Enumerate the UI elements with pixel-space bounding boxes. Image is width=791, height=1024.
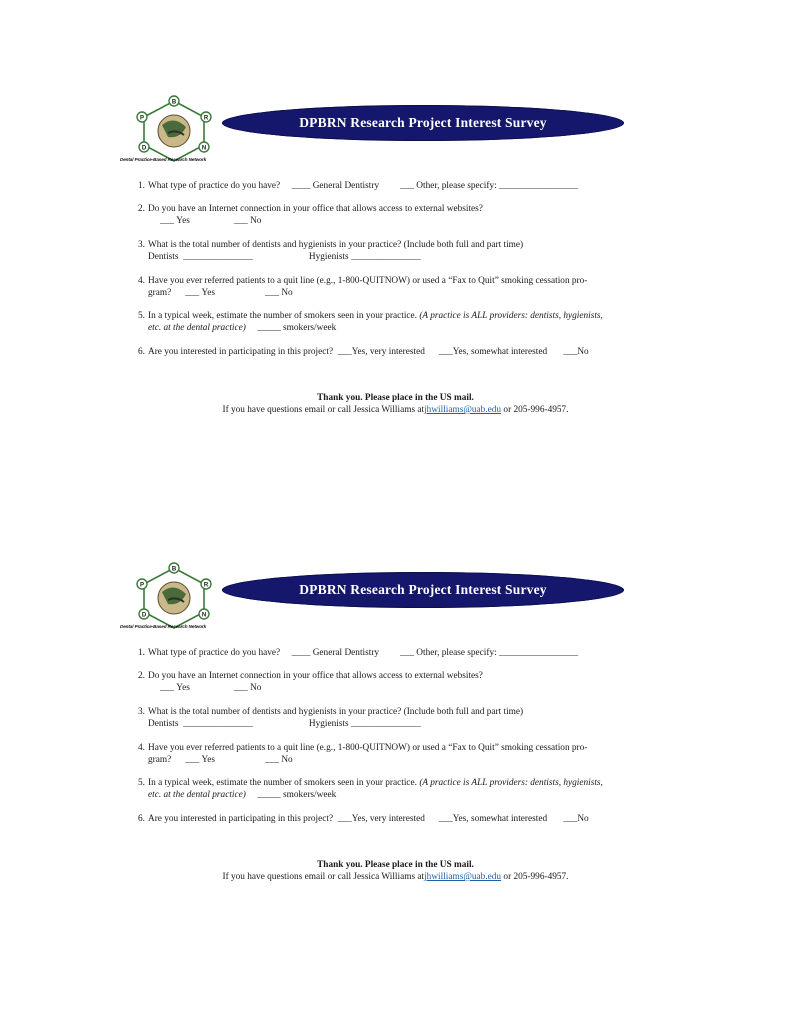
question-5: 5. In a typical week, estimate the number of smokers seen in your practice. (A practice is ALL providers: dentists, hygienists, etc. at the dental practice) _____ smokers/week <box>138 778 603 800</box>
somewhat-interested-option[interactable]: ___Yes, somewhat interested <box>438 347 548 357</box>
survey-form-bottom <box>0 562 791 892</box>
question-2: 2. Do you have an Internet connection in your office that allows access to external websites? ___ Yes ___ No <box>138 671 483 693</box>
survey-title: DPBRN Research Project Interest Survey <box>299 582 547 597</box>
dentists-count-field[interactable]: _______________ <box>183 719 253 729</box>
survey-form-top <box>0 95 791 425</box>
thanks-line: Thank you. Please place in the US mail. <box>317 860 474 870</box>
very-interested-option[interactable]: ___Yes, very interested <box>337 347 425 357</box>
hygienists-count-field[interactable]: _______________ <box>350 719 421 729</box>
question-3: 3. What is the total number of dentists and hygienists in your practice? (Include both full and part time) Dentists _______________ Hygienists _______________ <box>138 240 524 262</box>
smokers-count-field[interactable]: _____ <box>257 323 281 333</box>
no-blank[interactable]: ___ <box>233 216 248 226</box>
question-1: 1. What type of practice do you have? ____ General Dentistry ___ Other, please specify: _________________ <box>138 648 579 658</box>
other-specify-field[interactable]: _________________ <box>499 181 579 191</box>
smokers-count-field[interactable]: _____ <box>257 790 281 800</box>
email-link[interactable]: jhwilliams@uab.edu <box>424 872 502 882</box>
svg-text:B: B <box>171 99 177 106</box>
yes-blank[interactable]: ___ <box>185 288 200 298</box>
other-blank[interactable]: ___ <box>400 181 414 191</box>
general-dentistry-blank[interactable]: ____ <box>291 648 311 658</box>
svg-text:P: P <box>139 582 145 589</box>
email-link[interactable]: jhwilliams@uab.edu <box>424 405 502 415</box>
contact-line: If you have questions email or call Jessica Williams atjhwilliams@uab.edu or 205-996-4957. <box>222 872 569 882</box>
question-3: 3. What is the total number of dentists and hygienists in your practice? (Include both full and part time) Dentists _______________ Hygienists _______________ <box>138 707 524 729</box>
question-6: 6. Are you interested in participating in this project? ___Yes, very interested ___Yes, somewhat interested ___No <box>138 347 589 357</box>
yes-blank[interactable]: ___ <box>160 683 174 693</box>
svg-text:B: B <box>171 566 177 573</box>
logo-caption: Dental Practice-Based Research Network <box>120 157 207 162</box>
not-interested-option[interactable]: ___No <box>563 347 589 357</box>
svg-text:N: N <box>201 612 207 619</box>
question-2: 2. Do you have an Internet connection in your office that allows access to external websites? ___ Yes ___ No <box>138 204 483 226</box>
title-banner <box>222 572 624 608</box>
other-specify-field[interactable]: _________________ <box>499 648 579 658</box>
somewhat-interested-option[interactable]: ___Yes, somewhat interested <box>438 814 548 824</box>
yes-blank[interactable]: ___ <box>185 755 200 765</box>
question-6: 6. Are you interested in participating in this project? ___Yes, very interested ___Yes, somewhat interested ___No <box>138 814 589 824</box>
contact-line: If you have questions email or call Jessica Williams atjhwilliams@uab.edu or 205-996-4957. <box>222 405 569 415</box>
footer <box>0 392 791 416</box>
question-4: 4. Have you ever referred patients to a quit line (e.g., 1-800-QUITNOW) or used a “Fax to Quit” smoking cessation pro- gram? ___ Yes ___ No <box>138 743 588 765</box>
dentists-count-field[interactable]: _______________ <box>183 252 253 262</box>
yes-blank[interactable]: ___ <box>160 216 174 226</box>
thanks-line: Thank you. Please place in the US mail. <box>317 393 474 403</box>
svg-text:D: D <box>141 145 147 152</box>
no-blank[interactable]: ___ <box>265 755 279 765</box>
footer <box>0 859 791 883</box>
no-blank[interactable]: ___ <box>233 683 248 693</box>
svg-text:P: P <box>139 115 145 122</box>
survey-title: DPBRN Research Project Interest Survey <box>299 115 547 130</box>
svg-text:D: D <box>141 612 147 619</box>
question-4: 4. Have you ever referred patients to a quit line (e.g., 1-800-QUITNOW) or used a “Fax to Quit” smoking cessation pro- gram? ___ Yes ___ No <box>138 276 588 298</box>
title-banner <box>222 105 624 141</box>
no-blank[interactable]: ___ <box>265 288 279 298</box>
other-blank[interactable]: ___ <box>400 648 414 658</box>
question-1: 1. What type of practice do you have? ____ General Dentistry ___ Other, please specify: _________________ <box>138 181 579 191</box>
logo-caption: Dental Practice-Based Research Network <box>120 624 207 629</box>
hygienists-count-field[interactable]: _______________ <box>350 252 421 262</box>
svg-text:R: R <box>203 582 209 589</box>
svg-text:R: R <box>203 115 209 122</box>
svg-text:N: N <box>201 145 207 152</box>
general-dentistry-blank[interactable]: ____ <box>291 181 311 191</box>
very-interested-option[interactable]: ___Yes, very interested <box>337 814 425 824</box>
question-5: 5. In a typical week, estimate the number of smokers seen in your practice. (A practice is ALL providers: dentists, hygienists, etc. at the dental practice) _____ smokers/week <box>138 311 603 333</box>
not-interested-option[interactable]: ___No <box>563 814 589 824</box>
